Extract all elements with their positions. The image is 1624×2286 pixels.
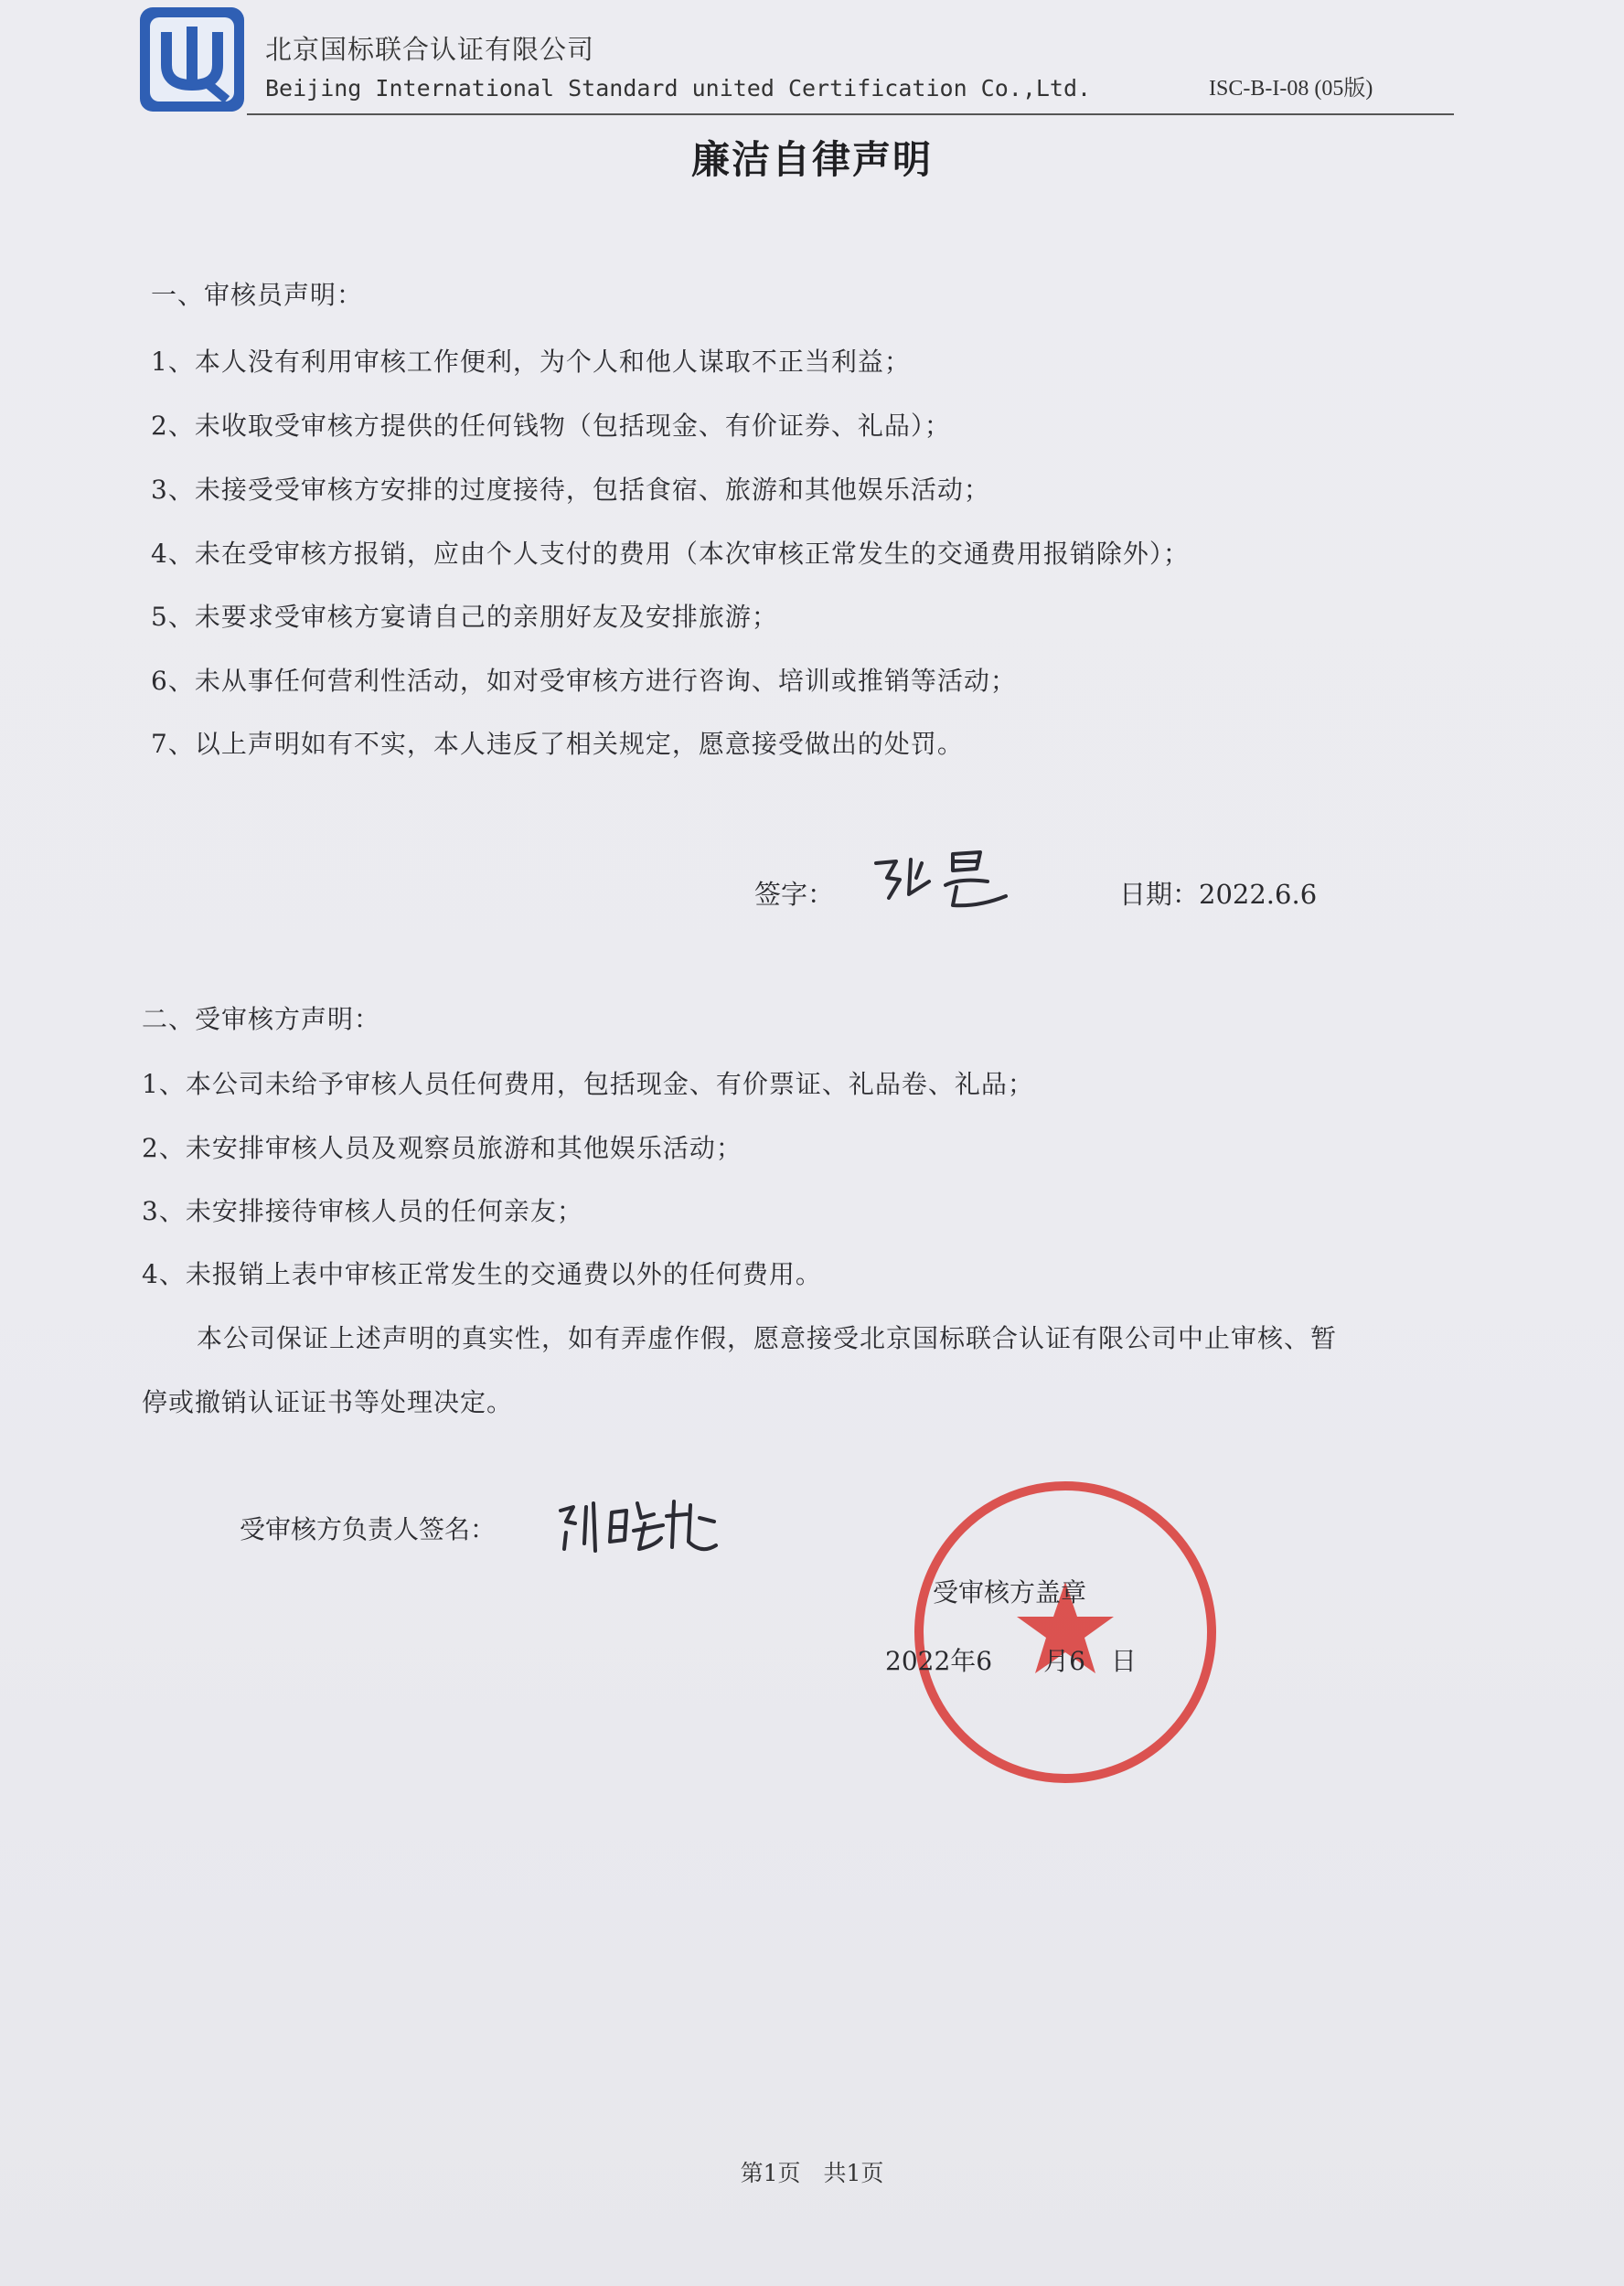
section1-item: 2、未收取受审核方提供的任何钱物（包括现金、有价证券、礼品）； xyxy=(151,411,951,441)
section2-item: 1、本公司未给予审核人员任何费用，包括现金、有价票证、礼品卷、礼品； xyxy=(142,1069,1034,1099)
auditor-date: 日期：2022.6.6 xyxy=(1119,879,1318,910)
company-seal-stamp xyxy=(905,1472,1225,1792)
responsible-signature xyxy=(553,1490,736,1564)
section1-item: 1、本人没有利用审核工作便利，为个人和他人谋取不正当利益； xyxy=(151,347,911,377)
page-title: 廉洁自律声明 xyxy=(690,137,933,182)
section2-heading: 二、受审核方声明： xyxy=(142,1004,381,1034)
auditor-signature xyxy=(869,841,1024,914)
section1-item: 4、未在受审核方报销，应由个人支付的费用（本次审核正常发生的交通费用报销除外）； xyxy=(151,539,1190,569)
section2-item: 2、未安排审核人员及观察员旅游和其他娱乐活动； xyxy=(142,1133,743,1163)
section2-paragraph: 本公司保证上述声明的真实性，如有弄虚作假，愿意接受北京国标联合认证有限公司中止审核、暂 xyxy=(197,1323,1338,1353)
document-code: ISC-B-I-08 (05版) xyxy=(1209,77,1373,101)
company-logo-icon xyxy=(137,5,247,114)
section1-item: 3、未接受受审核方安排的过度接待，包括食宿、旅游和其他娱乐活动； xyxy=(151,475,990,505)
header-divider xyxy=(247,113,1454,115)
auditor-signature-label: 签字： xyxy=(754,879,835,910)
section2-item: 3、未安排接待审核人员的任何亲友； xyxy=(142,1196,583,1226)
stamp-label: 受审核方盖章 xyxy=(933,1577,1087,1608)
company-name-cn: 北京国标联合认证有限公司 xyxy=(265,34,595,65)
company-name-en: Beijing International Standard united Certification Co.,Ltd. xyxy=(265,75,1092,101)
section1-item: 5、未要求受审核方宴请自己的亲朋好友及安排旅游； xyxy=(151,602,778,632)
section1-item: 6、未从事任何营利性活动，如对受审核方进行咨询、培训或推销等活动； xyxy=(151,666,1017,696)
section1-item: 7、以上声明如有不实，本人违反了相关规定，愿意接受做出的处罚。 xyxy=(151,729,964,759)
stamp-date: 2022年6 月6 日 xyxy=(885,1646,1137,1676)
page-footer: 第1页 共1页 xyxy=(740,2160,884,2186)
section1-heading: 一、审核员声明： xyxy=(151,280,364,310)
section2-paragraph: 停或撤销认证证书等处理决定。 xyxy=(142,1387,514,1417)
section2-item: 4、未报销上表中审核正常发生的交通费以外的任何费用。 xyxy=(142,1259,822,1289)
responsible-signature-label: 受审核方负责人签名： xyxy=(240,1514,497,1544)
